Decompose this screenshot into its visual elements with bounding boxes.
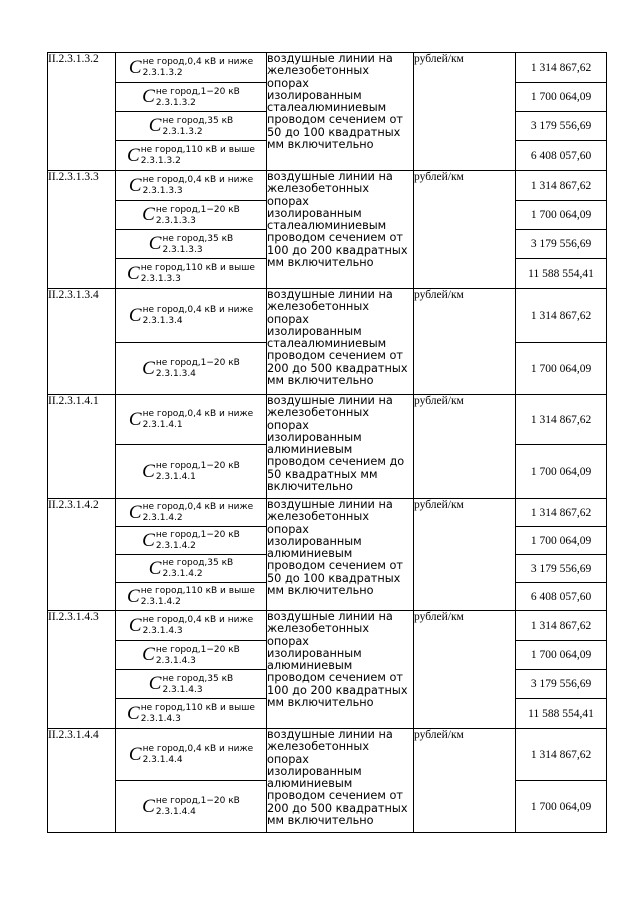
rate-value: 11 588 554,41	[516, 699, 607, 729]
rate-value: 11 588 554,41	[516, 259, 607, 289]
table-row	[48, 729, 607, 781]
rate-subscript: 2.3.1.4.2	[162, 569, 203, 579]
rate-indices	[156, 796, 240, 817]
item-description	[267, 499, 414, 611]
rate-symbol	[116, 445, 267, 499]
rate-subscript: 2.3.1.3.3	[140, 274, 181, 284]
item-description-text: воздушные линии на железобетонных опорах изолированным сталеалюминиевым проводом сечением от 50 до 100 квадратных мм включительно	[267, 52, 403, 152]
rate-variable: C	[127, 262, 140, 284]
rate-superscript: не город,0,4 кВ и ниже	[142, 409, 254, 419]
rate-value: 1 700 064,09	[516, 527, 607, 555]
rate-subscript: 2.3.1.4.3	[140, 714, 181, 724]
rate-formula	[142, 358, 240, 379]
rate-symbol	[116, 699, 267, 729]
rate-variable: C	[128, 408, 142, 430]
rate-superscript: не город,110 кВ и выше	[140, 263, 255, 273]
rate-variable: C	[148, 557, 162, 579]
rate-superscript: не город,110 кВ и выше	[140, 703, 255, 713]
item-unit: рублей/км	[414, 499, 516, 611]
rate-value: 6 408 057,60	[516, 583, 607, 611]
item-description	[267, 395, 414, 499]
rate-superscript: не город,35 кВ	[162, 115, 234, 126]
rate-formula	[129, 502, 253, 523]
rate-indices	[156, 87, 240, 108]
rate-variable: C	[127, 702, 140, 724]
rate-superscript: не город,35 кВ	[162, 558, 234, 568]
rate-superscript: не город,1−20 кВ	[155, 204, 240, 215]
table-row	[48, 171, 607, 201]
rate-superscript: не город,110 кВ и выше	[140, 586, 255, 596]
rate-variable: C	[127, 144, 140, 166]
rate-variable: C	[128, 501, 142, 523]
rate-symbol	[116, 343, 267, 395]
rate-indices	[141, 703, 255, 724]
rate-formula	[149, 234, 233, 255]
item-code: II.2.3.1.3.2	[48, 53, 116, 171]
rate-variable: C	[142, 460, 155, 482]
rate-symbol	[116, 499, 267, 527]
rate-formula	[129, 57, 253, 78]
rate-subscript: 2.3.1.4.3	[142, 626, 183, 636]
rate-variable: C	[142, 529, 155, 551]
rate-symbol	[116, 527, 267, 555]
rate-value: 3 179 556,69	[516, 112, 607, 141]
item-description	[267, 611, 414, 729]
rate-superscript: не город,1−20 кВ	[155, 644, 240, 655]
rate-value: 1 314 867,62	[516, 171, 607, 201]
rate-symbol	[116, 289, 267, 343]
rate-value: 1 314 867,62	[516, 729, 607, 781]
rate-formula	[127, 263, 255, 284]
rate-indices	[162, 234, 233, 255]
rate-variable: C	[128, 614, 142, 636]
item-code: II.2.3.1.3.4	[48, 289, 116, 395]
rate-value: 1 700 064,09	[516, 641, 607, 670]
rate-variable: C	[142, 644, 155, 665]
item-description-text: воздушные линии на железобетонных опорах изолированным алюминиевым проводом сечением от 100 до 200 квадратных мм включительно	[267, 610, 408, 710]
item-description	[267, 729, 414, 833]
rate-formula	[129, 744, 253, 765]
rate-symbol	[116, 583, 267, 611]
rate-superscript: не город,1−20 кВ	[155, 358, 240, 368]
rate-subscript: 2.3.1.4.4	[142, 755, 183, 765]
rate-superscript: не город,0,4 кВ и ниже	[142, 175, 254, 185]
rate-superscript: не город,0,4 кВ и ниже	[142, 57, 254, 67]
rate-variable: C	[128, 174, 142, 196]
rate-variable: C	[128, 304, 142, 326]
item-unit: рублей/км	[414, 289, 516, 395]
rate-formula	[142, 461, 240, 482]
rate-symbol	[116, 83, 267, 112]
rate-value: 1 700 064,09	[516, 83, 607, 112]
rate-indices	[162, 674, 233, 695]
rate-formula	[127, 145, 255, 166]
rate-subscript: 2.3.1.4.4	[155, 807, 196, 817]
item-description-text: воздушные линии на железобетонных опорах изолированным алюминиевым проводом сечением от 50 до 100 квадратных мм включительно	[267, 498, 403, 598]
item-description	[267, 171, 414, 289]
rate-superscript: не город,1−20 кВ	[155, 530, 240, 540]
item-code: II.2.3.1.4.1	[48, 395, 116, 499]
item-description	[267, 289, 414, 395]
rate-formula	[142, 645, 240, 666]
rate-value: 1 314 867,62	[516, 499, 607, 527]
rate-indices	[156, 461, 240, 482]
rate-variable: C	[142, 795, 155, 817]
rate-symbol	[116, 729, 267, 781]
rate-indices	[141, 263, 255, 284]
rate-superscript: не город,1−20 кВ	[155, 86, 240, 97]
rate-subscript: 2.3.1.4.1	[155, 472, 196, 482]
rate-indices	[143, 305, 254, 326]
rate-value: 1 314 867,62	[516, 395, 607, 445]
rate-subscript: 2.3.1.3.2	[140, 156, 181, 166]
rate-formula	[129, 615, 253, 636]
rate-superscript: не город,0,4 кВ и ниже	[142, 502, 254, 512]
rate-superscript: не город,110 кВ и выше	[140, 145, 255, 155]
rate-indices	[156, 358, 240, 379]
rate-symbol	[116, 230, 267, 259]
rate-subscript: 2.3.1.4.2	[140, 597, 181, 607]
rate-indices	[156, 205, 240, 226]
rate-indices	[156, 645, 240, 666]
item-description-text: воздушные линии на железобетонных опорах изолированным сталеалюминиевым проводом сечением от 100 до 200 квадратных мм включительно	[267, 170, 408, 270]
rate-indices	[141, 145, 255, 166]
rate-symbol	[116, 395, 267, 445]
rate-subscript: 2.3.1.4.2	[155, 541, 196, 551]
rate-indices	[143, 409, 254, 430]
rate-formula	[142, 87, 240, 108]
rate-variable: C	[142, 357, 155, 379]
rates-table	[47, 52, 607, 833]
rate-formula	[129, 409, 253, 430]
item-code: II.2.3.1.4.3	[48, 611, 116, 729]
rate-value: 3 179 556,69	[516, 670, 607, 699]
item-description-text: воздушные линии на железобетонных опорах изолированным сталеалюминиевым проводом сечением от 200 до 500 квадратных мм включительно	[267, 288, 408, 388]
item-description	[267, 53, 414, 171]
rate-subscript: 2.3.1.3.2	[142, 68, 183, 78]
rate-subscript: 2.3.1.3.3	[155, 215, 196, 226]
rate-variable: C	[142, 86, 155, 107]
rate-formula	[142, 205, 240, 226]
rate-variable: C	[148, 233, 162, 254]
rate-indices	[143, 175, 254, 196]
rate-subscript: 2.3.1.4.2	[142, 513, 183, 523]
rate-value: 1 314 867,62	[516, 53, 607, 83]
rate-formula	[149, 116, 233, 137]
rate-indices	[156, 530, 240, 551]
table-row	[48, 289, 607, 343]
item-unit: рублей/км	[414, 171, 516, 289]
rate-subscript: 2.3.1.4.1	[142, 420, 183, 430]
rate-symbol	[116, 670, 267, 699]
rate-superscript: не город,1−20 кВ	[155, 461, 240, 471]
rate-formula	[142, 796, 240, 817]
rate-indices	[162, 558, 233, 579]
item-code: II.2.3.1.4.4	[48, 729, 116, 833]
rate-subscript: 2.3.1.3.2	[155, 97, 196, 108]
rate-subscript: 2.3.1.3.3	[162, 244, 203, 255]
rate-formula	[149, 674, 233, 695]
rate-formula	[129, 305, 253, 326]
rate-value: 1 700 064,09	[516, 781, 607, 833]
rate-subscript: 2.3.1.3.4	[142, 316, 183, 326]
rate-value: 1 314 867,62	[516, 289, 607, 343]
rate-value: 1 700 064,09	[516, 201, 607, 230]
rate-formula	[127, 586, 255, 607]
rate-symbol	[116, 641, 267, 670]
rate-indices	[143, 57, 254, 78]
item-description-text: воздушные линии на железобетонных опорах изолированным алюминиевым проводом сечением до 50 квадратных мм включительно	[267, 394, 405, 494]
rate-variable: C	[142, 204, 155, 225]
rate-value: 6 408 057,60	[516, 141, 607, 171]
table-row	[48, 395, 607, 445]
rate-indices	[162, 116, 233, 137]
rate-symbol	[116, 259, 267, 289]
rate-value: 1 314 867,62	[516, 611, 607, 641]
table-row	[48, 611, 607, 641]
rate-superscript: не город,0,4 кВ и ниже	[142, 305, 254, 315]
rate-variable: C	[148, 115, 162, 136]
table-row	[48, 53, 607, 83]
rate-indices	[143, 615, 254, 636]
rate-variable: C	[127, 585, 140, 607]
rate-superscript: не город,35 кВ	[162, 233, 234, 244]
item-unit: рублей/км	[414, 395, 516, 499]
rate-symbol	[116, 781, 267, 833]
rate-indices	[141, 586, 255, 607]
rate-superscript: не город,0,4 кВ и ниже	[142, 744, 254, 754]
item-unit: рублей/км	[414, 53, 516, 171]
rate-value: 3 179 556,69	[516, 555, 607, 583]
item-code: II.2.3.1.4.2	[48, 499, 116, 611]
rate-value: 1 700 064,09	[516, 445, 607, 499]
rate-symbol	[116, 112, 267, 141]
rate-formula	[142, 530, 240, 551]
rate-subscript: 2.3.1.3.4	[155, 369, 196, 379]
rate-formula	[129, 175, 253, 196]
rate-superscript: не город,0,4 кВ и ниже	[142, 615, 254, 625]
rate-symbol	[116, 201, 267, 230]
rate-subscript: 2.3.1.4.3	[162, 684, 203, 695]
item-unit: рублей/км	[414, 611, 516, 729]
rate-indices	[143, 502, 254, 523]
rate-value: 3 179 556,69	[516, 230, 607, 259]
table-row	[48, 499, 607, 527]
rate-superscript: не город,35 кВ	[162, 673, 234, 684]
rates-table-body	[48, 53, 607, 833]
item-code: II.2.3.1.3.3	[48, 171, 116, 289]
rate-symbol	[116, 141, 267, 171]
rate-superscript: не город,1−20 кВ	[155, 796, 240, 806]
rate-formula	[149, 558, 233, 579]
rate-subscript: 2.3.1.4.3	[155, 655, 196, 666]
rate-symbol	[116, 611, 267, 641]
rate-subscript: 2.3.1.3.3	[142, 186, 183, 196]
rate-formula	[127, 703, 255, 724]
rate-variable: C	[128, 743, 142, 765]
item-description-text: воздушные линии на железобетонных опорах изолированным алюминиевым проводом сечением от 200 до 500 квадратных мм включительно	[267, 728, 408, 828]
rate-variable: C	[128, 56, 142, 78]
rate-variable: C	[148, 673, 162, 694]
item-unit: рублей/км	[414, 729, 516, 833]
rate-symbol	[116, 555, 267, 583]
rate-indices	[143, 744, 254, 765]
rate-symbol	[116, 171, 267, 201]
rate-symbol	[116, 53, 267, 83]
rate-value: 1 700 064,09	[516, 343, 607, 395]
rate-subscript: 2.3.1.3.2	[162, 126, 203, 137]
